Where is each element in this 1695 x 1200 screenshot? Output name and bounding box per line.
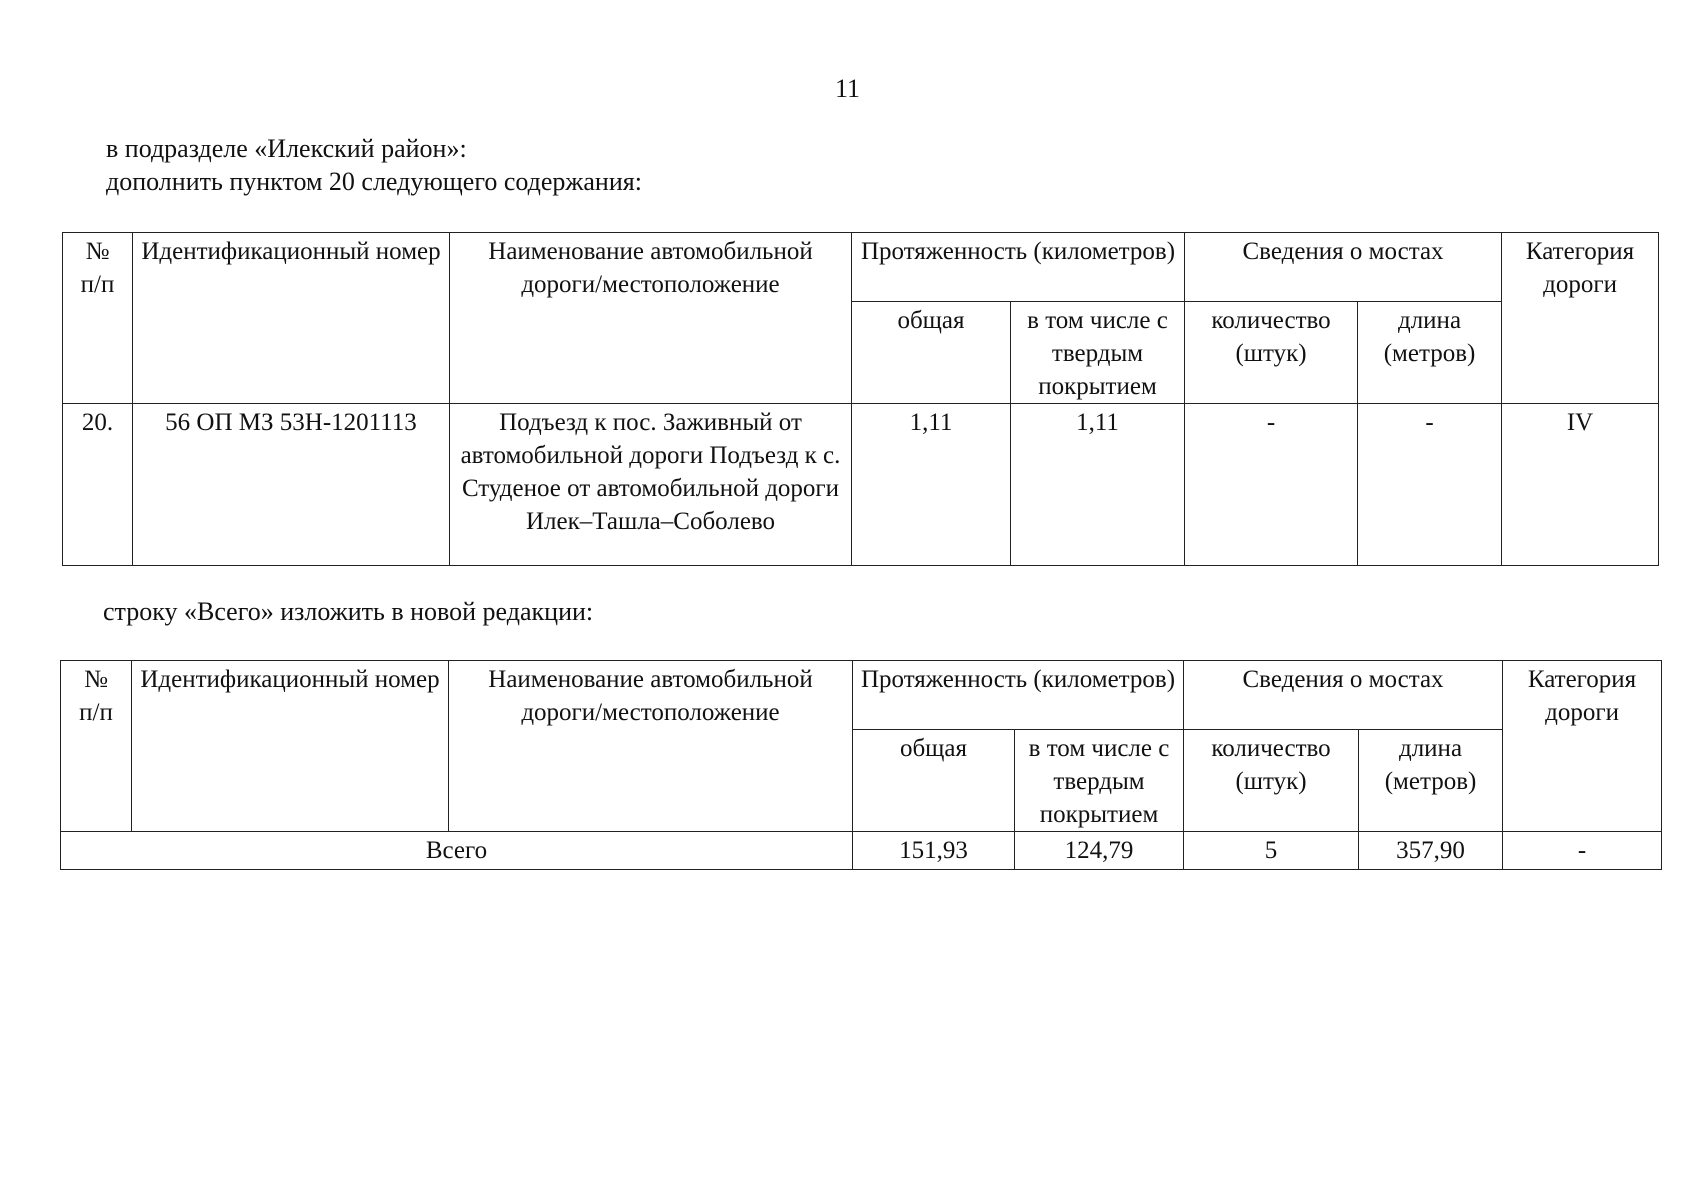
row-length-total: 1,11 <box>852 404 1011 566</box>
header-length: Протяженность (километров) <box>852 233 1185 302</box>
page-number: 11 <box>834 74 861 103</box>
row-category: IV <box>1502 404 1659 566</box>
row-bridges-count: - <box>1185 404 1358 566</box>
header-number <box>63 233 133 404</box>
header-length-total: общая <box>853 730 1015 832</box>
row-bridges-length: - <box>1358 404 1502 566</box>
header-name: Наименование автомобильной дороги/местоположение <box>450 233 852 404</box>
table-row <box>61 832 1662 870</box>
header-category: Категория дороги <box>1502 233 1659 404</box>
header-number-line-1: № <box>84 666 108 693</box>
intro-line-1: в подразделе «Илекский район»: <box>106 134 467 163</box>
header-length-hard: в том числе с твердым покрытием <box>1015 730 1184 832</box>
second-paragraph: строку «Всего» изложить в новой редакции: <box>103 597 594 626</box>
header-bridges: Сведения о мостах <box>1184 661 1503 730</box>
total-label: Всего <box>61 832 853 870</box>
total-bridges-count: 5 <box>1184 832 1359 870</box>
header-number-line-1: № <box>85 238 110 265</box>
header-number <box>61 661 132 832</box>
row-length-hard: 1,11 <box>1011 404 1185 566</box>
intro-line-2: дополнить пунктом 20 следующего содержания: <box>106 167 642 196</box>
header-name: Наименование автомобильной дороги/местоположение <box>449 661 853 832</box>
header-category: Категория дороги <box>1503 661 1662 832</box>
header-number-line-2: п/п <box>79 699 113 726</box>
row-id: 56 ОП МЗ 53Н-1201113 <box>133 404 450 566</box>
intro-paragraph <box>106 132 642 198</box>
row-name: Подъезд к пос. Заживный от автомобильной дороги Подъезд к с. Студеное от автомобильной дороги Илек–Ташла–Соболево <box>450 404 852 566</box>
total-length-hard: 124,79 <box>1015 832 1184 870</box>
total-bridges-length: 357,90 <box>1359 832 1503 870</box>
roads-table-total <box>60 660 1662 870</box>
header-length-hard: в том числе с твердым покрытием <box>1011 302 1185 404</box>
roads-table-addition <box>62 232 1659 566</box>
table-row <box>63 404 1659 566</box>
header-id: Идентификационный номер <box>132 661 449 832</box>
header-bridges-length: длина (метров) <box>1358 302 1502 404</box>
header-bridges-count: количество (штук) <box>1185 302 1358 404</box>
header-length-total: общая <box>852 302 1011 404</box>
header-bridges: Сведения о мостах <box>1185 233 1502 302</box>
header-bridges-length: длина (метров) <box>1359 730 1503 832</box>
row-number: 20. <box>63 404 133 566</box>
header-number-line-2: п/п <box>80 271 115 298</box>
total-length-total: 151,93 <box>853 832 1015 870</box>
header-id: Идентификационный номер <box>133 233 450 404</box>
total-category: - <box>1503 832 1662 870</box>
header-bridges-count: количество (штук) <box>1184 730 1359 832</box>
header-length: Протяженность (километров) <box>853 661 1184 730</box>
